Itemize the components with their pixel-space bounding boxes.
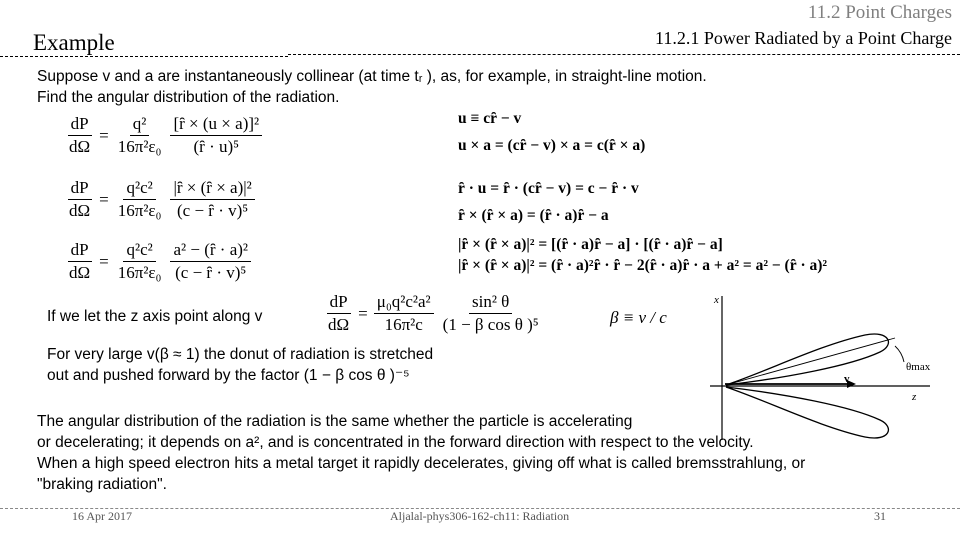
theta-max-label: θmax bbox=[906, 361, 931, 373]
eq1-coef-den: 16π²ε₀ bbox=[117, 137, 162, 156]
x-axis-label: x bbox=[714, 294, 719, 306]
radiation-pattern-figure bbox=[690, 290, 950, 445]
eq1-coef-num: q² bbox=[130, 114, 150, 136]
zeq-term-den: (1 − β cos θ )⁵ bbox=[442, 315, 539, 334]
footer-course: Aljalal-phys306-162-ch11: Radiation bbox=[390, 509, 570, 523]
lobe-lower bbox=[726, 387, 888, 438]
z-axis-label: z bbox=[912, 391, 917, 403]
eq3-coef-num: q²c² bbox=[123, 240, 155, 262]
velocity-label: v bbox=[844, 373, 850, 385]
equation-3 bbox=[66, 240, 251, 283]
eq1-term-num: [ȓ × (u × a)]² bbox=[170, 114, 262, 136]
zeq-coef-num: μ₀q²c²a² bbox=[374, 292, 434, 314]
eq1-term-den: (ȓ · u)⁵ bbox=[193, 137, 240, 156]
footer-page-number: 31 bbox=[874, 509, 886, 523]
donut-line-1: For very large v(β ≈ 1) the donut of radiation is stretched bbox=[47, 346, 434, 363]
eq2-lhs-den: dΩ bbox=[69, 201, 91, 220]
zeq-equals: = bbox=[358, 303, 368, 323]
lobe-upper bbox=[726, 334, 888, 385]
identity-u-def: u ≡ cȓ − v bbox=[458, 110, 522, 127]
eq3-equals: = bbox=[99, 251, 109, 271]
eq1-lhs-den: dΩ bbox=[69, 137, 91, 156]
intro-line-2: Find the angular distribution of the radiation. bbox=[37, 89, 340, 106]
equation-zaxis bbox=[325, 292, 542, 335]
zeq-coef-den: 16π²c bbox=[384, 315, 423, 334]
eq2-term-den: (c − ȓ · v)⁵ bbox=[177, 201, 249, 220]
eq1-lhs-num: dP bbox=[68, 114, 92, 136]
donut-line-2: out and pushed forward by the factor (1 − β cos θ )⁻⁵ bbox=[47, 367, 410, 384]
zaxis-text: If we let the z axis point along v bbox=[47, 308, 263, 325]
eq3-lhs-num: dP bbox=[68, 240, 92, 262]
footer-date: 16 Apr 2017 bbox=[72, 509, 132, 523]
eq2-lhs-num: dP bbox=[68, 178, 92, 200]
theta-max-arc bbox=[895, 346, 904, 362]
eq2-equals: = bbox=[99, 189, 109, 209]
section-heading: 11.2 Point Charges bbox=[807, 2, 952, 23]
eq2-coef-den: 16π²ε₀ bbox=[117, 201, 162, 220]
eq2-coef-num: q²c² bbox=[123, 178, 155, 200]
zeq-lhs-num: dP bbox=[327, 292, 351, 314]
identity-square-1: |ȓ × (ȓ × a)|² = [(ȓ · a)ȓ − a] · [(ȓ · a)ȓ − a] bbox=[458, 236, 723, 253]
identities-block bbox=[458, 108, 827, 276]
beta-definition: β ≡ v / c bbox=[610, 308, 667, 327]
subsection-heading: 11.2.1 Power Radiated by a Point Charge bbox=[655, 28, 952, 48]
eq1-equals: = bbox=[99, 125, 109, 145]
conclusion-line-4: "braking radiation". bbox=[37, 476, 167, 493]
identity-square-2: |ȓ × (ȓ × a)|² = (ȓ · a)²ȓ · ȓ − 2(ȓ · a)ȓ · a + a² = a² − (ȓ · a)² bbox=[458, 257, 828, 274]
title-underline-right bbox=[288, 54, 960, 55]
identity-u-cross-a: u × a = (cȓ − v) × a = c(ȓ × a) bbox=[458, 137, 646, 154]
eq3-term-num: a² − (ȓ · a)² bbox=[170, 240, 251, 262]
theta-max-line bbox=[726, 338, 895, 385]
conclusion-line-1: The angular distribution of the radiation is the same whether the particle is accelerating bbox=[37, 413, 633, 430]
zeq-term-num: sin² θ bbox=[469, 292, 512, 314]
eq3-lhs-den: dΩ bbox=[69, 263, 91, 282]
identity-triple-cross: ȓ × (ȓ × a) = (ȓ · a)ȓ − a bbox=[458, 207, 609, 224]
zeq-lhs-den: dΩ bbox=[328, 315, 350, 334]
identity-r-dot-u: ȓ · u = ȓ · (cȓ − v) = c − ȓ · v bbox=[458, 180, 639, 197]
eq2-term-num: |ȓ × (ȓ × a)|² bbox=[170, 178, 254, 200]
eq3-term-den: (c − ȓ · v)⁵ bbox=[175, 263, 247, 282]
title-underline-left bbox=[0, 56, 288, 57]
eq3-coef-den: 16π²ε₀ bbox=[117, 263, 162, 282]
intro-block bbox=[37, 66, 707, 108]
slide-title: Example bbox=[33, 30, 115, 55]
conclusion-line-3: When a high speed electron hits a metal target it rapidly decelerates, giving off what is called bremsstrahlung, or bbox=[37, 455, 806, 472]
equation-1 bbox=[66, 114, 262, 157]
equation-2 bbox=[66, 178, 255, 221]
donut-block bbox=[47, 344, 433, 386]
conclusion-line-2: or decelerating; it depends on a², and is concentrated in the forward direction with respect to the velocity. bbox=[37, 434, 754, 451]
intro-line-1: Suppose v and a are instantaneously collinear (at time tᵣ ), as, for example, in straight-line motion. bbox=[37, 68, 707, 85]
